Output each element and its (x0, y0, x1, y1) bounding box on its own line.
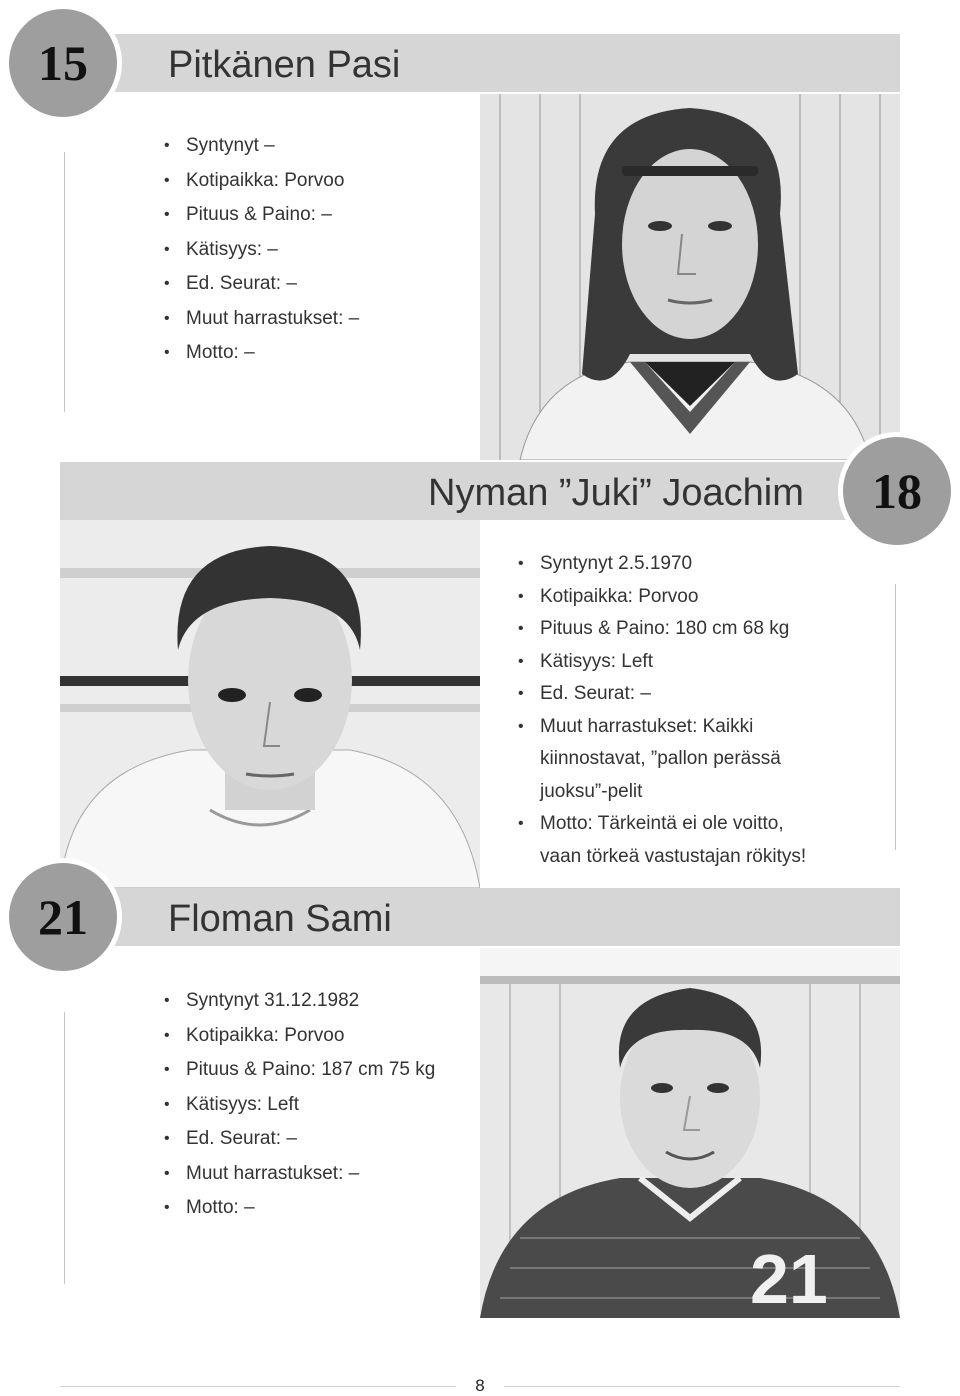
detail-motto: • Motto: – (162, 1191, 462, 1226)
detail-hobbies: • Muut harrastukset: Kaikki kiinnostavat, ”pallon perässä juoksu”-pelit (516, 711, 816, 809)
divider-line-15 (64, 152, 65, 412)
detail-height-weight: • Pituus & Paino: 180 cm 68 kg (516, 613, 816, 646)
player-name-15: Pitkänen Pasi (168, 44, 401, 86)
detail-handedness: • Kätisyys: Left (516, 646, 816, 679)
detail-handedness: • Kätisyys: Left (162, 1088, 462, 1123)
player-photo-18 (60, 520, 480, 888)
detail-born: • Syntynyt – (162, 129, 462, 164)
detail-motto: • Motto: – (162, 336, 462, 371)
player-photo-15 (480, 94, 900, 460)
player-details-15 (162, 129, 462, 371)
player-number-badge-15: 15 (4, 4, 122, 122)
player-number-badge-21: 21 (4, 858, 122, 976)
detail-height-weight: • Pituus & Paino: – (162, 198, 462, 233)
detail-handedness: • Kätisyys: – (162, 233, 462, 268)
divider-line-18 (895, 584, 896, 850)
player-photo-21 (480, 948, 900, 1318)
detail-motto: • Motto: Tärkeintä ei ole voitto, vaan törkeä vastustajan rökitys! (516, 808, 816, 873)
svg-text:21: 21 (750, 1240, 828, 1318)
detail-former-clubs: • Ed. Seurat: – (162, 1122, 462, 1157)
detail-born: • Syntynyt 2.5.1970 (516, 548, 816, 581)
detail-former-clubs: • Ed. Seurat: – (162, 267, 462, 302)
player-name-21: Floman Sami (168, 898, 392, 940)
detail-hometown: • Kotipaikka: Porvoo (162, 1019, 462, 1054)
player-number-badge-18: 18 (838, 432, 956, 550)
detail-height-weight: • Pituus & Paino: 187 cm 75 kg (162, 1053, 462, 1088)
page-number: 8 (475, 1376, 485, 1395)
footer-line-right (504, 1386, 900, 1387)
footer-line-left (60, 1386, 456, 1387)
detail-born: • Syntynyt 31.12.1982 (162, 984, 462, 1019)
player-details-18 (516, 548, 816, 873)
detail-hometown: • Kotipaikka: Porvoo (516, 581, 816, 614)
detail-hobbies: • Muut harrastukset: – (162, 1157, 462, 1192)
detail-former-clubs: • Ed. Seurat: – (516, 678, 816, 711)
player-details-21 (162, 984, 462, 1226)
detail-hometown: • Kotipaikka: Porvoo (162, 164, 462, 199)
detail-hobbies: • Muut harrastukset: – (162, 302, 462, 337)
player-name-18: Nyman ”Juki” Joachim (428, 472, 804, 514)
divider-line-21 (64, 1012, 65, 1284)
